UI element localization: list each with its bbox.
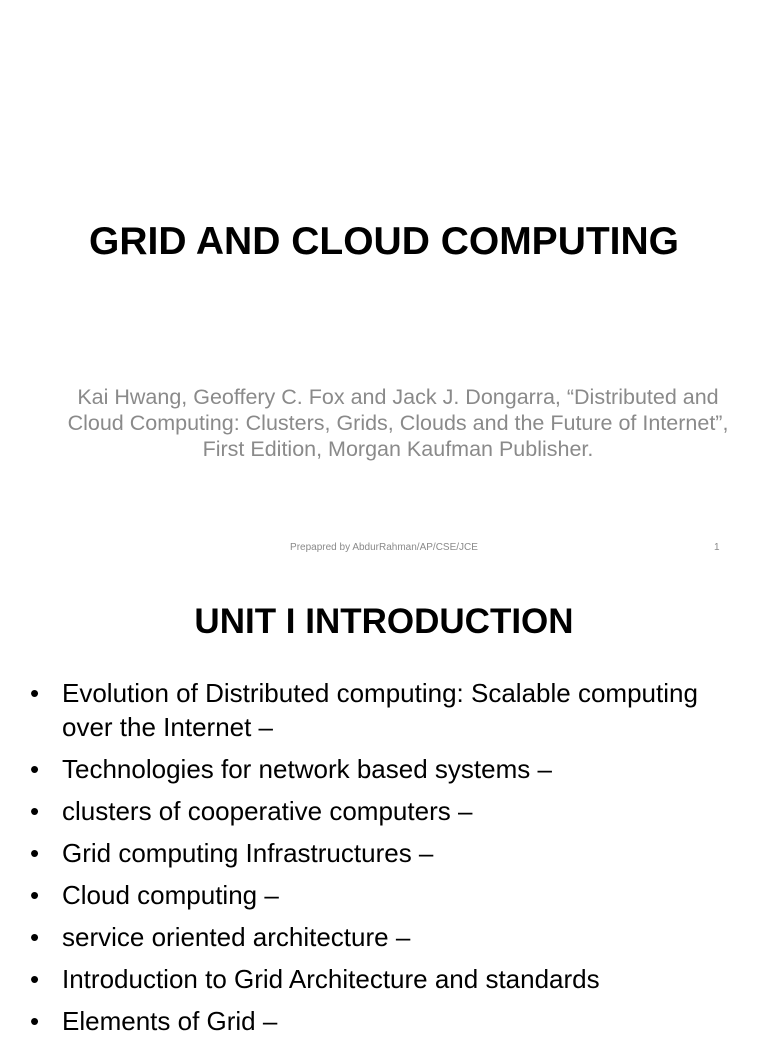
bullet-text: clusters of cooperative computers –: [62, 796, 473, 826]
bullet-item: [30, 962, 750, 996]
bullet-dot-icon: •: [30, 678, 40, 708]
bullet-item: [30, 836, 750, 870]
bullet-text: Elements of Grid –: [62, 1006, 278, 1036]
slide-subtitle: Kai Hwang, Geoffery C. Fox and Jack J. Dongarra, “Distributed and Cloud Computing: Clusters, Grids, Clouds and the Future of Internet”, First Edition, Morgan Kaufman Publisher.: [67, 385, 729, 461]
slide-title: UNIT I INTRODUCTION: [194, 602, 574, 641]
bullet-item: [30, 920, 750, 954]
bullet-text: Evolution of Distributed computing: Scalable computing over the Internet –: [62, 678, 698, 742]
bullet-text: Cloud computing –: [62, 880, 279, 910]
bullet-dot-icon: •: [30, 838, 40, 868]
bullet-item: [30, 676, 750, 744]
bullet-item: [30, 752, 750, 786]
bullet-dot-icon: •: [30, 964, 40, 994]
bullet-item: [30, 878, 750, 912]
bullet-text: Introduction to Grid Architecture and standards: [62, 964, 600, 994]
bullet-dot-icon: •: [30, 922, 40, 952]
bullet-dot-icon: •: [30, 754, 40, 784]
bullet-text: Grid computing Infrastructures –: [62, 838, 434, 868]
bullet-dot-icon: •: [30, 1006, 40, 1036]
bullet-item: [30, 1004, 750, 1038]
bullet-text: service oriented architecture –: [62, 922, 411, 952]
slide-footer: Prepapred by AbdurRahman/AP/CSE/JCE: [290, 542, 478, 553]
bullet-dot-icon: •: [30, 880, 40, 910]
bullet-text: Technologies for network based systems –: [62, 754, 552, 784]
content-slide: [0, 576, 768, 1036]
slide-title: GRID AND CLOUD COMPUTING: [88, 220, 680, 263]
bullet-list: [30, 676, 750, 1046]
bullet-item: [30, 794, 750, 828]
slide-page-number: 1: [714, 542, 720, 553]
bullet-dot-icon: •: [30, 796, 40, 826]
